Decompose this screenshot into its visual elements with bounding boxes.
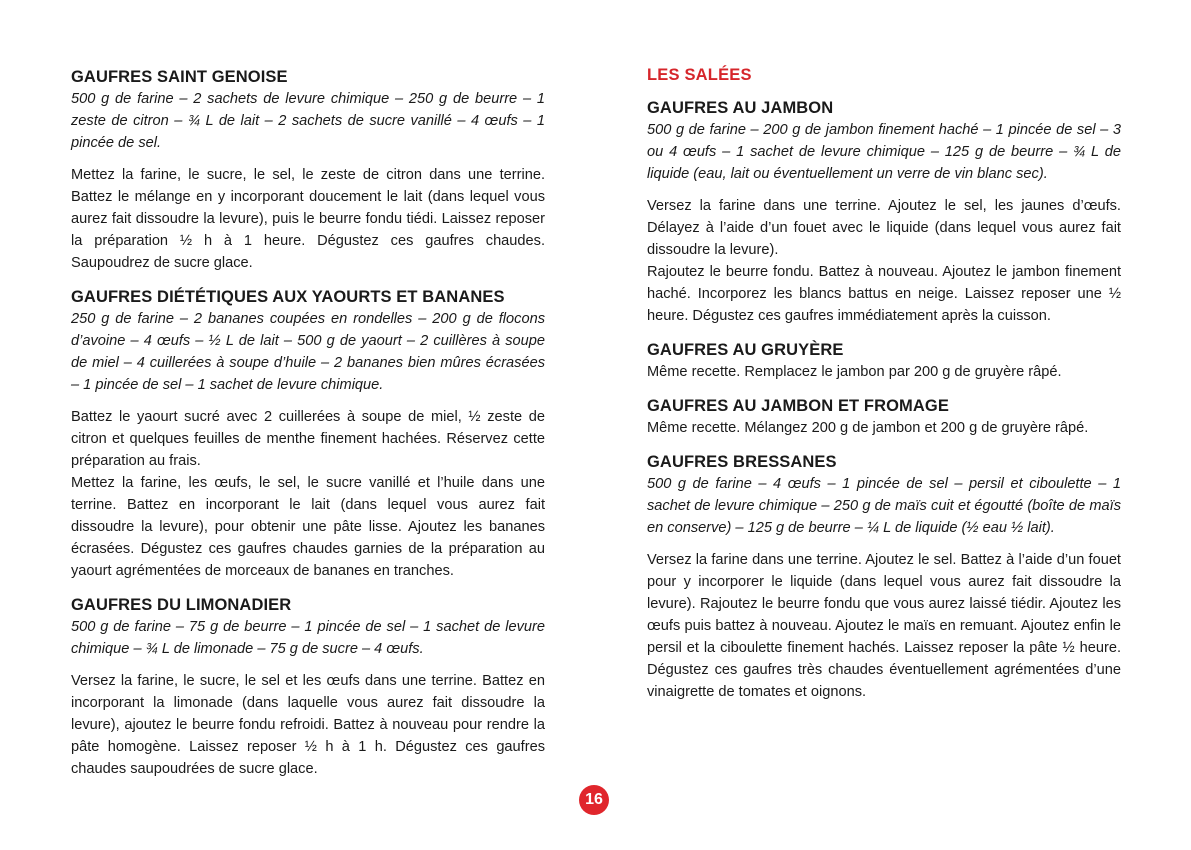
recipe-instructions: Versez la farine, le sucre, le sel et les œufs dans une terrine. Battez en incorporant la limonade (dans laquelle vous aurez fait dissoudre la levure), ajoutez le beurre fondu refroidi. Battez à nouveau pour rendre la pâte homogène. Laissez reposer ½ h à 1 h. Dégustez ces gaufres chaudes saupoudrées de sucre glace. xyxy=(71,673,545,777)
recipe-gruyere xyxy=(647,339,1121,383)
recipe-jambon-fromage xyxy=(647,395,1121,439)
recipe-dietetiques xyxy=(71,286,545,582)
recipe-text: Même recette. Remplacez le jambon par 200 g de gruyère râpé. xyxy=(647,364,1062,380)
recipe-instructions: Versez la farine dans une terrine. Ajoutez le sel, les jaunes d’œufs. Délayez à l’aide d’un fouet avec le liquide (dans lequel vous aurez fait dissoudre la levure). xyxy=(647,198,1121,258)
recipe-jambon xyxy=(647,97,1121,327)
recipe-ingredients: 500 g de farine – 200 g de jambon finement haché – 1 pincée de sel – 3 ou 4 œufs – 1 sachet de levure chimique – 125 g de beurre – ¾ L de liquide (eau, lait ou éventuellement un verre de vin blanc sec). xyxy=(647,122,1121,182)
recipe-limonadier xyxy=(71,594,545,780)
recipe-text: Même recette. Mélangez 200 g de jambon et 200 g de gruyère râpé. xyxy=(647,420,1089,436)
recipe-instructions: Battez le yaourt sucré avec 2 cuillerées à soupe de miel, ½ zeste de citron et quelques feuilles de menthe finement hachées. Réservez cette préparation au frais. xyxy=(71,409,545,469)
page-number-badge: 16 xyxy=(579,785,609,815)
recipe-title: GAUFRES SAINT GENOISE xyxy=(71,68,288,86)
recipe-instructions: Rajoutez le beurre fondu. Battez à nouveau. Ajoutez le jambon finement haché. Incorporez les blancs battus en neige. Laissez reposer une ½ heure. Dégustez ces gaufres immédiatement après la cuisson. xyxy=(647,264,1121,324)
recipe-instructions: Versez la farine dans une terrine. Ajoutez le sel. Battez à l’aide d’un fouet pour y incorporer le liquide (dans lequel vous aurez fait dissoudre la levure). Rajoutez le beurre fondu que vous aurez laissé tiédir. Ajoutez les œufs puis battez à nouveau. Ajoutez le maïs en remuant. Ajoutez enfin le persil et la ciboulette finement hachés. Laissez reposer la pâte ½ heure. Dégustez ces gaufres très chaudes éventuellement agrémentées d’une vinaigrette de tomates et oignons. xyxy=(647,552,1121,700)
recipe-instructions: Mettez la farine, le sucre, le sel, le zeste de citron dans une terrine. Battez le mélange en y incorporant doucement le lait (dans lequel vous aurez fait dissoudre la levure), puis le beurre fondu tiédi. Laissez reposer la préparation ½ h à 1 heure. Dégustez ces gaufres chaudes. Saupoudrez de sucre glace. xyxy=(71,167,545,271)
recipe-title: GAUFRES AU JAMBON xyxy=(647,99,834,117)
recipe-title: GAUFRES AU JAMBON ET FROMAGE xyxy=(647,397,949,415)
recipe-bressanes xyxy=(647,451,1121,703)
recipe-ingredients: 250 g de farine – 2 bananes coupées en rondelles – 200 g de flocons d’avoine – 4 œufs – ½ L de lait – 500 g de yaourt – 2 cuillères à soupe de miel – 4 cuillerées à soupe d’huile – 2 bananes bien mûres écrasées – 1 pincée de sel – 1 sachet de levure chimique. xyxy=(71,311,545,393)
left-column xyxy=(71,66,545,792)
recipe-title: GAUFRES AU GRUYÈRE xyxy=(647,341,844,359)
section-title: LES SALÉES xyxy=(647,66,752,84)
recipe-ingredients: 500 g de farine – 4 œufs – 1 pincée de sel – persil et ciboulette – 1 sachet de levure chimique – 250 g de maïs cuit et égoutté (boîte de maïs en conserve) – 125 g de beurre – ¼ L de liquide (½ eau ½ lait). xyxy=(647,476,1121,536)
recipe-title: GAUFRES DIÉTÉTIQUES AUX YAOURTS ET BANANES xyxy=(71,288,505,306)
recipe-saint-genoise xyxy=(71,66,545,274)
recipe-instructions: Mettez la farine, les œufs, le sel, le sucre vanillé et l’huile dans une terrine. Battez en incorporant le lait (dans lequel vous aurez fait dissoudre la levure), pour obtenir une pâte lisse. Ajoutez les bananes écrasées. Dégustez ces gaufres chaudes garnies de la préparation au yaourt agrémentées de morceaux de bananes en tranches. xyxy=(71,475,545,579)
recipe-ingredients: 500 g de farine – 75 g de beurre – 1 pincée de sel – 1 sachet de levure chimique – ¾ L de limonade – 75 g de sucre – 4 œufs. xyxy=(71,619,545,657)
right-column xyxy=(647,66,1121,715)
recipe-title: GAUFRES BRESSANES xyxy=(647,453,837,471)
recipe-ingredients: 500 g de farine – 2 sachets de levure chimique – 250 g de beurre – 1 zeste de citron – ¾ L de lait – 2 sachets de sucre vanillé – 4 œufs – 1 pincée de sel. xyxy=(71,91,545,151)
recipe-title: GAUFRES DU LIMONADIER xyxy=(71,596,292,614)
